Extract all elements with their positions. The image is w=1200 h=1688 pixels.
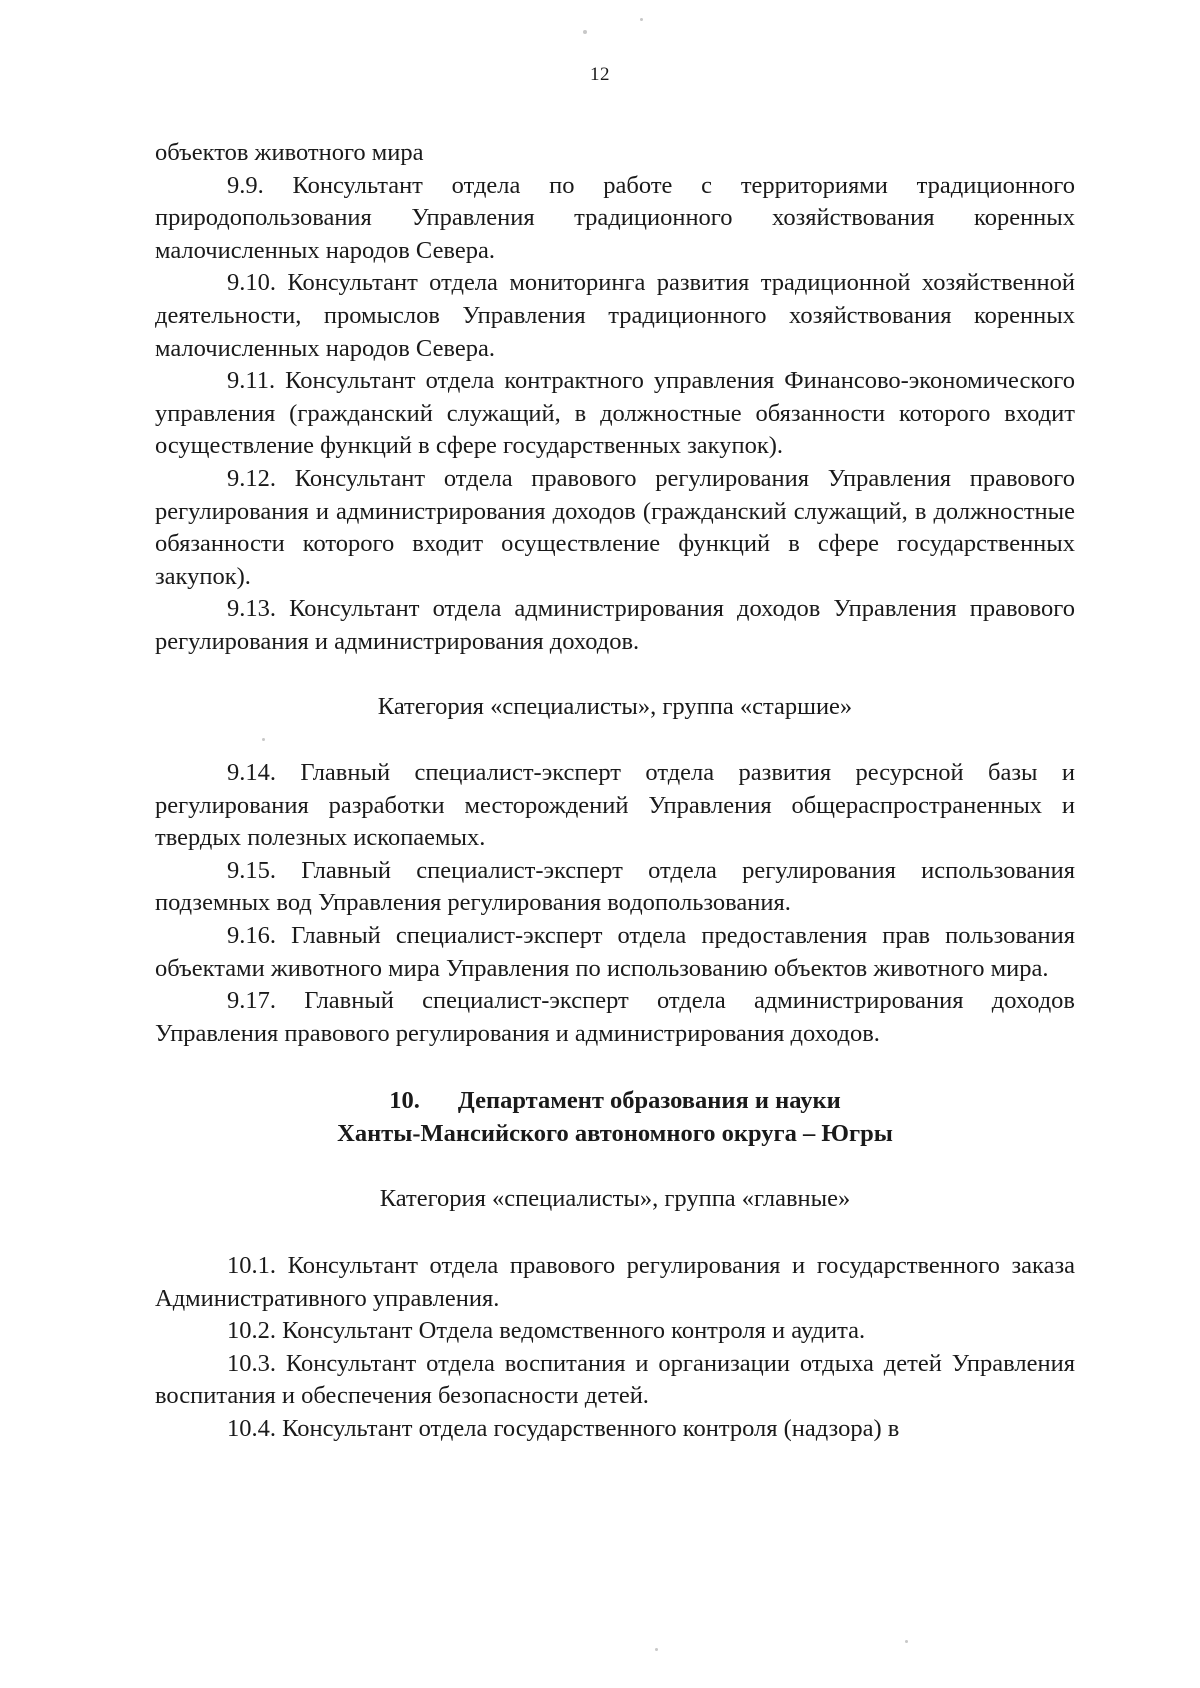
scan-speck <box>655 1648 658 1651</box>
scan-speck <box>905 1640 908 1643</box>
scan-speck <box>640 18 643 21</box>
list-item-10-4: 10.4. Консультант отдела государственного контроля (надзора) в <box>227 1415 900 1442</box>
document-body <box>155 137 1075 1446</box>
section-10-title-line1: Департамент образования и науки <box>457 1087 841 1115</box>
section-10-title-line2: Ханты-Мансийского автономного округа – Югры <box>337 1120 893 1148</box>
page-number: 12 <box>590 64 610 85</box>
section-10-number: 10. <box>389 1087 420 1115</box>
list-item-10-2: 10.2. Консультант Отдела ведомственного контроля и аудита. <box>227 1317 866 1345</box>
list-item-9-17: 9.17. Главный специалист-эксперт отдела администрирования доходов Управления правового регулирования и администрирования доходов. <box>155 987 1075 1047</box>
scan-speck <box>262 738 265 741</box>
section-10-heading <box>155 1084 1075 1150</box>
list-item-9-15: 9.15. Главный специалист-эксперт отдела регулирования использования подземных вод Управления регулирования водопользования. <box>155 856 1075 917</box>
list-item-9-9: 9.9. Консультант отдела по работе с территориями традиционного природопользования Управления традиционного хозяйствования коренных малочисленных народов Севера. <box>155 171 1075 264</box>
list-item-9-14: 9.14. Главный специалист-эксперт отдела развития ресурсной базы и регулирования разработки месторождений Управления общераспространенных и твердых полезных ископаемых. <box>155 759 1075 852</box>
continuation-text: объектов животного мира <box>155 139 424 166</box>
list-item-9-12: 9.12. Консультант отдела правового регулирования Управления правового регулирования и администрирования доходов (гражданский служащий, в должностные обязанности которого входит осуществление функций в сфере государственных закупок). <box>155 464 1075 590</box>
list-item-9-11: 9.11. Консультант отдела контрактного управления Финансово-экономического управления (гражданский служащий, в должностные обязанности которого входит осуществление функций в сфере государственных закупок). <box>155 367 1075 460</box>
category-main-heading: Категория «специалисты», группа «главные» <box>379 1185 851 1213</box>
list-item-9-13: 9.13. Консультант отдела администрирования доходов Управления правового регулирования и администрирования доходов. <box>155 595 1075 655</box>
list-item-10-1: 10.1. Консультант отдела правового регулирования и государственного заказа Административного управления. <box>155 1252 1075 1312</box>
list-item-9-10: 9.10. Консультант отдела мониторинга развития традиционной хозяйственной деятельности, промыслов Управления традиционного хозяйствования коренных малочисленных народов Севера. <box>155 269 1075 362</box>
scan-speck <box>583 30 587 34</box>
list-item-10-3: 10.3. Консультант отдела воспитания и организации отдыха детей Управления воспитания и обеспечения безопасности детей. <box>155 1349 1075 1410</box>
category-senior-heading: Категория «специалисты», группа «старшие» <box>377 692 853 720</box>
list-item-9-16: 9.16. Главный специалист-эксперт отдела предоставления прав пользования объектами животного мира Управления по использованию объектов животного мира. <box>155 922 1075 982</box>
